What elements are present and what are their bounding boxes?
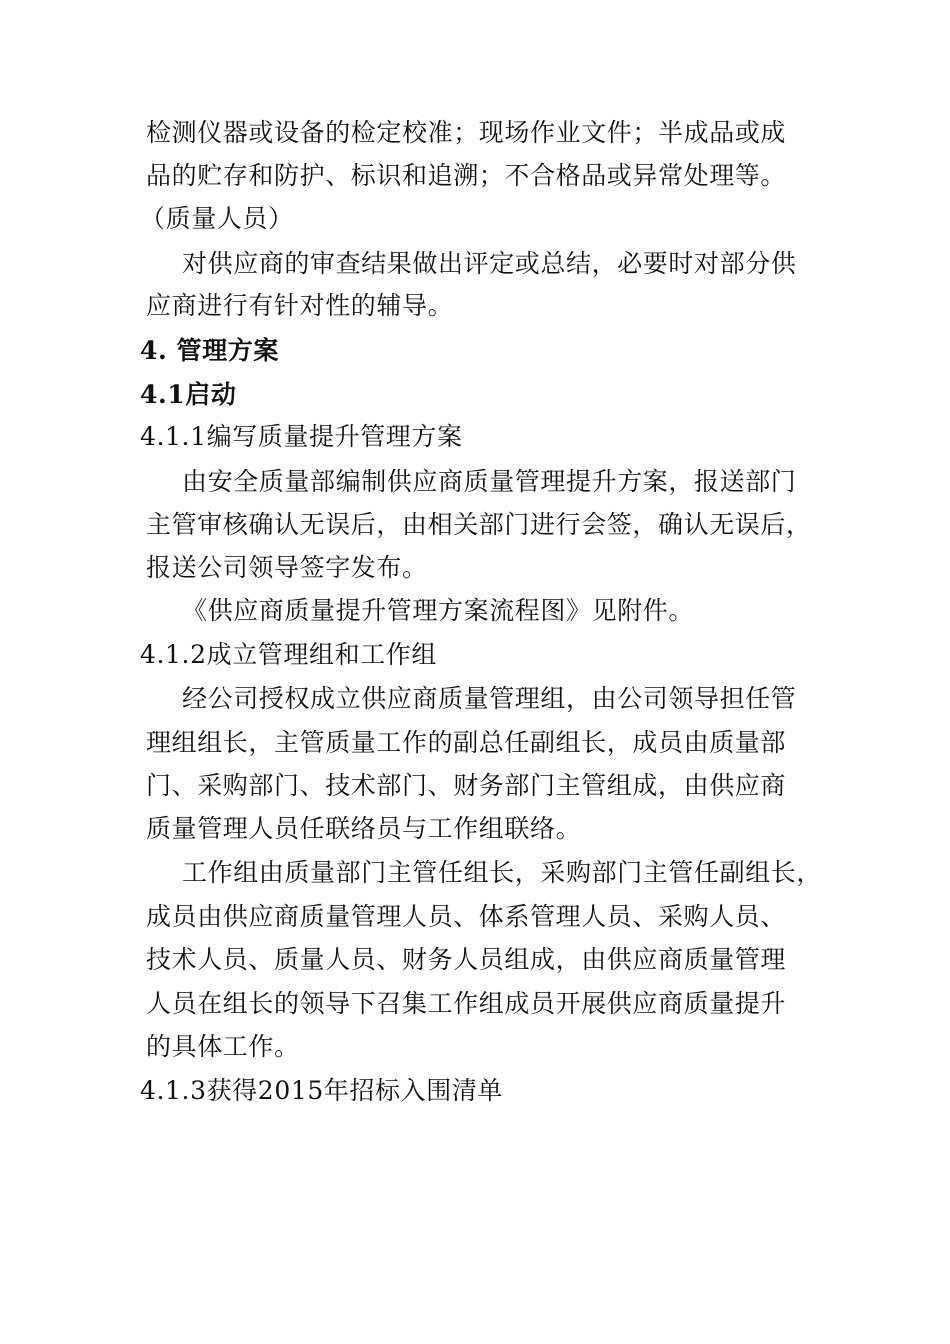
body-line: 主管审核确认无误后，由相关部门进行会签，确认无误后， xyxy=(146,510,812,539)
body-line: 《供应商质量提升管理方案流程图》见附件。 xyxy=(182,596,695,625)
subsection-heading: 4.1启动 xyxy=(140,380,237,409)
body-line: 技术人员、质量人员、财务人员组成，由供应商质量管理 xyxy=(146,945,787,974)
body-line: 理组组长，主管质量工作的副总任副组长，成员由质量部 xyxy=(146,728,787,757)
body-line: 工作组由质量部门主管任组长，采购部门主管任副组长， xyxy=(182,858,823,887)
body-line: 质量管理人员任联络员与工作组联络。 xyxy=(146,814,582,843)
body-line: 报送公司领导签字发布。 xyxy=(146,553,428,582)
body-line: 门、采购部门、技术部门、财务部门主管组成，由供应商 xyxy=(146,771,787,800)
body-line: 经公司授权成立供应商质量管理组，由公司领导担任管 xyxy=(182,684,797,713)
body-line: （质量人员） xyxy=(140,204,294,233)
subsubsection-heading: 4.1.1编写质量提升管理方案 xyxy=(140,422,463,451)
subsubsection-heading: 4.1.2成立管理组和工作组 xyxy=(140,640,438,669)
body-line: 的具体工作。 xyxy=(146,1032,300,1061)
body-line: 应商进行有针对性的辅导。 xyxy=(146,291,454,320)
body-line: 成员由供应商质量管理人员、体系管理人员、采购人员、 xyxy=(146,902,787,931)
body-line: 对供应商的审查结果做出评定或总结，必要时对部分供 xyxy=(182,249,797,278)
body-line: 由安全质量部编制供应商质量管理提升方案，报送部门 xyxy=(182,467,797,496)
section-heading: 4. 管理方案 xyxy=(140,336,280,365)
body-line: 品的贮存和防护、标识和追溯；不合格品或异常处理等。 xyxy=(146,161,787,190)
body-line: 检测仪器或设备的检定校准；现场作业文件；半成品或成 xyxy=(146,118,787,147)
body-line: 人员在组长的领导下召集工作组成员开展供应商质量提升 xyxy=(146,989,787,1018)
subsubsection-heading: 4.1.3获得2015年招标入围清单 xyxy=(140,1076,504,1105)
